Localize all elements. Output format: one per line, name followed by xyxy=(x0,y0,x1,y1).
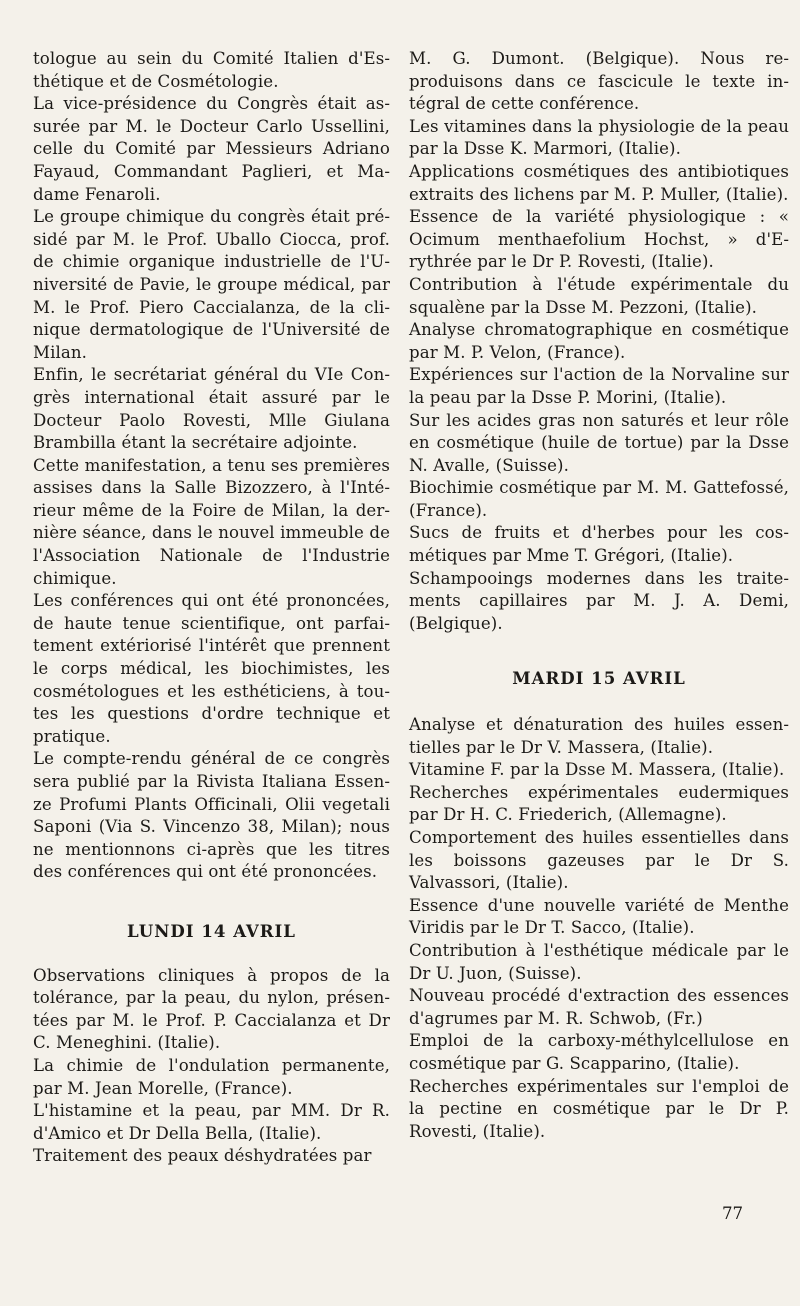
conference-entry: Essence de la variété physiologique : « Ocimum menthaefolium Hochst, » d'Erythrée par le Dr P. Rovesti, (Italie). xyxy=(409,207,789,272)
conference-entry: L'histamine et la peau, par MM. Dr R. d'Amico et Dr Della Bella, (Italie). xyxy=(33,1101,390,1143)
right-column xyxy=(409,48,789,1143)
conference-entry: Sucs de fruits et d'herbes pour les cosmétiques par Mme T. Grégori, (Italie). xyxy=(409,523,789,566)
conference-entry: Contribution à l'esthétique médicale par le Dr U. Juon, (Suisse). xyxy=(409,940,789,983)
conference-entry: Applications cosmétiques des antibiotiques extraits des lichens par M. P. Muller, (Italie). xyxy=(409,161,789,204)
page-number: 77 xyxy=(722,1204,744,1223)
conference-entry: La chimie de l'ondulation permanente, par M. Jean Morelle, (France). xyxy=(33,1055,390,1098)
lundi-section xyxy=(33,965,390,1168)
conference-entry: Vitamine F. par la Dsse M. Massera, (Italie). xyxy=(409,760,785,780)
left-column xyxy=(33,48,390,1168)
conference-entry: Traitement des peaux déshydratées par xyxy=(33,1146,372,1166)
paragraph: tologue au sein du Comité Italien d'Esthétique et de Cosmétologie. xyxy=(33,49,390,91)
conference-entry: Recherches expérimentales eudermiques par Dr H. C. Friederich, (Allemagne). xyxy=(409,782,789,825)
section-heading-lundi: LUNDI 14 AVRIL xyxy=(127,920,296,941)
lundi-section-continued xyxy=(409,48,789,635)
conference-entry: Schampooings modernes dans les traitements capillaires par M. J. A. Demi, (Belgique). xyxy=(409,568,789,633)
conference-entry: Biochimie cosmétique par M. M. Gattefossé, (France). xyxy=(409,478,789,520)
conference-entry: Observations cliniques à propos de la tolérance, par la peau, du nylon, présentées par M. le Prof. P. Caccialanza et Dr C. Meneghini. (Italie). xyxy=(33,965,390,1053)
mardi-section xyxy=(409,714,789,1143)
intro-section xyxy=(33,48,390,884)
paragraph: Le groupe chimique du congrès était présidé par M. le Prof. Uballo Ciocca, prof. de chimie organique industrielle de l'Université de Pavie, le groupe médical, par M. le Prof. Piero Caccialanza, de la clinique dermatologique de l'Université de Milan. xyxy=(33,207,390,362)
conference-entry: Nouveau procédé d'extraction des essences d'agrumes par M. R. Schwob, (Fr.) xyxy=(409,986,789,1028)
conference-entry: Sur les acides gras non saturés et leur rôle en cosmétique (huile de tortue) par la Dsse N. Avalle, (Suisse). xyxy=(409,410,789,475)
paragraph: Cette manifestation, a tenu ses premières assises dans la Salle Bizozzero, à l'Intérieur même de la Foire de Milan, la dernière séance, dans le nouvel immeuble de l'Association Nationale de l'Industrie chimique. xyxy=(33,455,390,588)
conference-entry: Emploi de la carboxy-méthylcellulose en cosmétique par G. Scapparino, (Italie). xyxy=(409,1031,789,1073)
conference-entry: M. G. Dumont. (Belgique). Nous reproduisons dans ce fascicule le texte intégral de cette conférence. xyxy=(409,49,789,114)
paragraph: Le compte-rendu général de ce congrès sera publié par la Rivista Italiana Essenze Profumi Plants Officinali, Olii vegetali Saponi (Via S. Vincenzo 38, Milan); nous ne mentionnons ci-après que les titres des conférences qui ont été prononcées. xyxy=(33,749,390,882)
section-heading-mardi: MARDI 15 AVRIL xyxy=(512,668,686,689)
conference-entry: Essence d'une nouvelle variété de Menthe Viridis par le Dr T. Sacco, (Italie). xyxy=(409,895,789,938)
conference-entry: Analyse chromatographique en cosmétique par M. P. Velon, (France). xyxy=(409,320,789,362)
paragraph: Enfin, le secrétariat général du VIe Congrès international était assuré par le Docteur Paolo Rovesti, Mlle Giulana Brambilla étant la secrétaire adjointe. xyxy=(33,365,390,453)
conference-entry: Expériences sur l'action de la Norvaline sur la peau par la Dsse P. Morini, (Italie). xyxy=(409,365,789,407)
paragraph: Les conférences qui ont été prononcées, de haute tenue scientifique, ont parfaitement extériorisé l'intérêt que prennent le corps médical, les biochimistes, les cosmétologues et les esthéticiens, à toutes les questions d'ordre technique et pratique. xyxy=(33,591,390,746)
conference-entry: Comportement des huiles essentielles dans les boissons gazeuses par le Dr S. Valvassori, (Italie). xyxy=(409,828,789,893)
conference-entry: Analyse et dénaturation des huiles essentielles par le Dr V. Massera, (Italie). xyxy=(409,715,789,757)
conference-entry: Recherches expérimentales sur l'emploi de la pectine en cosmétique par le Dr P. Rovesti, (Italie). xyxy=(409,1076,789,1141)
conference-entry: Contribution à l'étude expérimentale du squalène par la Dsse M. Pezzoni, (Italie). xyxy=(409,274,789,317)
paragraph: La vice-présidence du Congrès était assurée par M. le Docteur Carlo Ussellini, celle du Comité par Messieurs Adriano Fayaud, Commandant Paglieri, et Madame Fenaroli. xyxy=(33,94,390,204)
conference-entry: Les vitamines dans la physiologie de la peau par la Dsse K. Marmori, (Italie). xyxy=(409,116,789,159)
